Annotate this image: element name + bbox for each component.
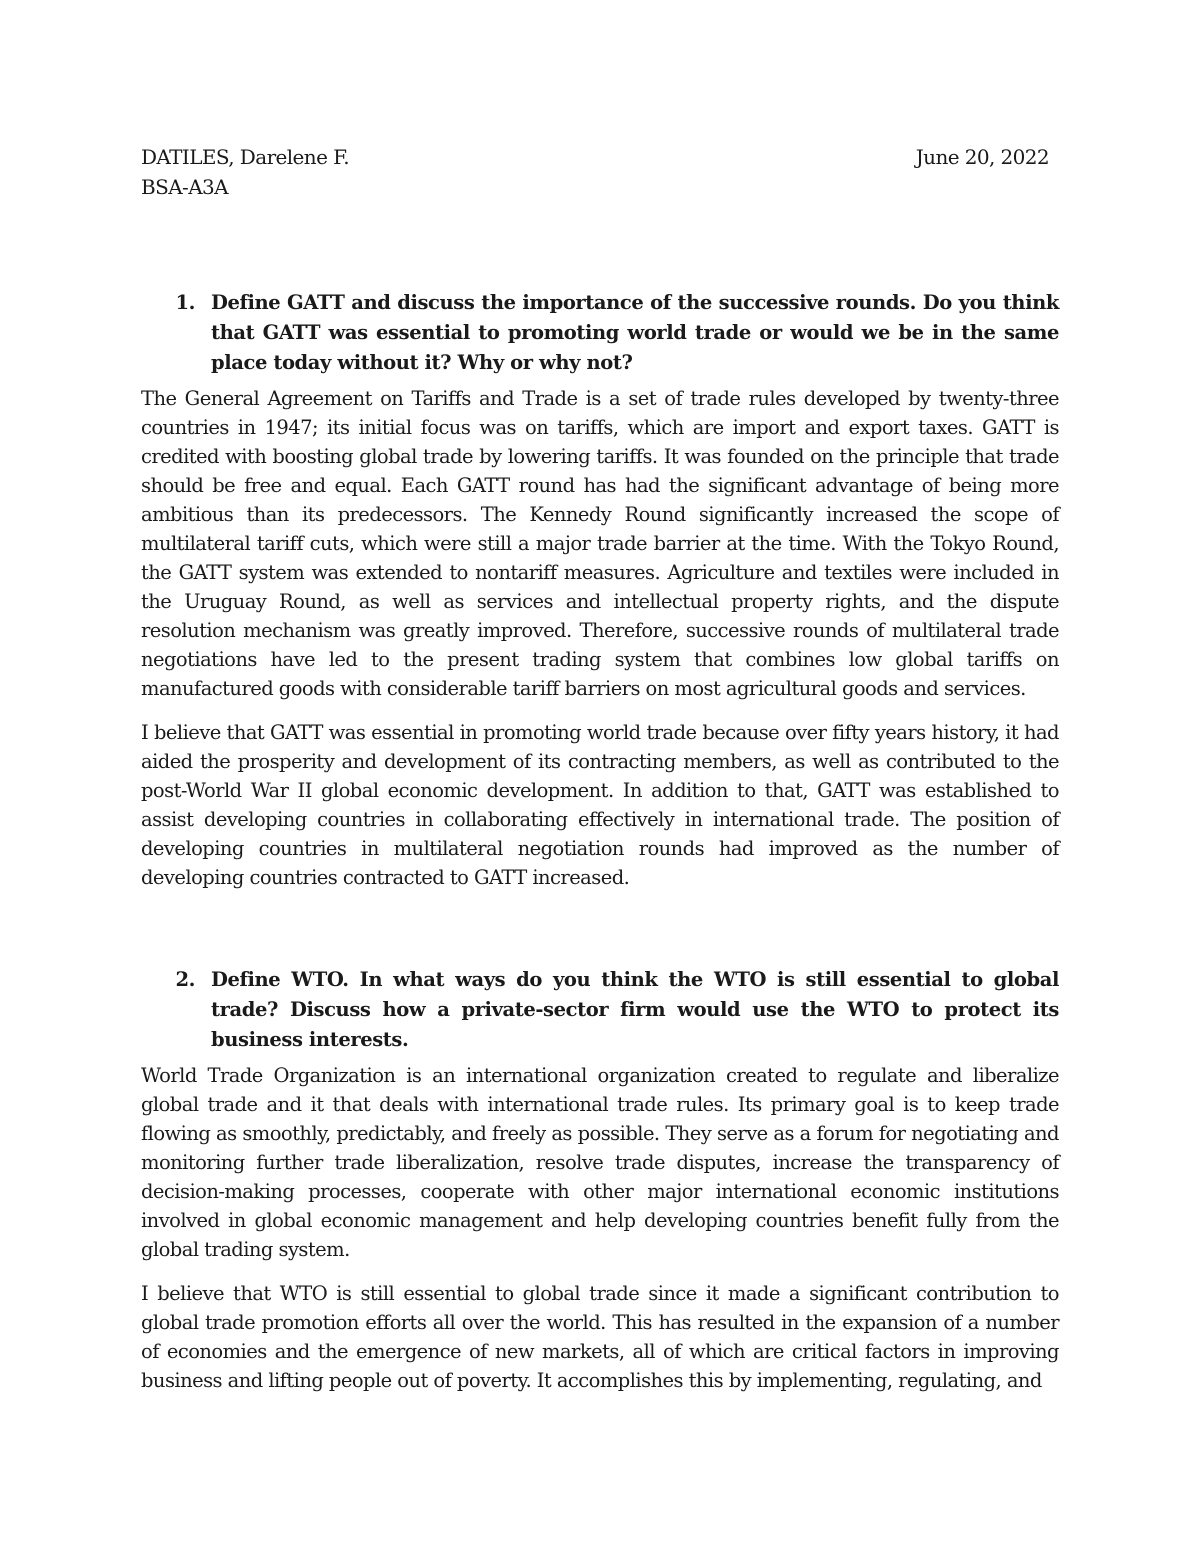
document-date: June 20, 2022 (915, 145, 1049, 169)
question-number: 1. (175, 291, 195, 314)
question-number: 2. (175, 968, 195, 991)
header-row (141, 142, 1059, 172)
section-spacer (141, 907, 1059, 965)
question-text: Define WTO. In what ways do you think the WTO is still essential to global trade? Discuss how a private-sector firm would use the WTO to protect its business interests. (211, 968, 1059, 1051)
answer-paragraph: World Trade Organization is an international organization created to regulate and liberalize global trade and it that deals with international trade rules. Its primary goal is to keep trade flowing as smoothly, predictably, and freely as possible. They serve as a forum for negotiating and monitoring further trade liberalization, resolve trade disputes, increase the transparency of decision-making processes, cooperate with other major international economic institutions involved in global economic management and help developing countries benefit fully from the global trading system. (141, 1064, 1059, 1261)
question-text: Define GATT and discuss the importance of the successive rounds. Do you think that GATT was essential to promoting world trade or would we be in the same place today without it? Why or why not? (211, 291, 1059, 374)
document-body (141, 288, 1059, 1410)
answer-paragraph: I believe that WTO is still essential to global trade since it made a significant contribution to global trade promotion efforts all over the world. This has resulted in the expansion of a number of economies and the emergence of new markets, all of which are critical factors in improving business and lifting people out of poverty. It accomplishes this by implementing, regulating, and (141, 1282, 1059, 1392)
student-name: DATILES, Darelene F. (141, 145, 349, 169)
question-2 (141, 965, 1059, 1055)
student-section: BSA-A3A (141, 175, 229, 199)
question-1 (141, 288, 1059, 378)
document-header (141, 142, 1059, 202)
answer-paragraph: The General Agreement on Tariffs and Trade is a set of trade rules developed by twenty-three countries in 1947; its initial focus was on tariffs, which are import and export taxes. GATT is credited with boosting global trade by lowering tariffs. It was founded on the principle that trade should be free and equal. Each GATT round has had the significant advantage of being more ambitious than its predecessors. The Kennedy Round significantly increased the scope of multilateral tariff cuts, which were still a major trade barrier at the time. With the Tokyo Round, the GATT system was extended to nontariff measures. Agriculture and textiles were included in the Uruguay Round, as well as services and intellectual property rights, and the dispute resolution mechanism was greatly improved. Therefore, successive rounds of multilateral trade negotiations have led to the present trading system that combines low global tariffs on manufactured goods with considerable tariff barriers on most agricultural goods and services. (141, 387, 1059, 700)
answer-paragraph: I believe that GATT was essential in promoting world trade because over fifty years history, it had aided the prosperity and development of its contracting members, as well as contributed to the post-World War II global economic development. In addition to that, GATT was established to assist developing countries in collaborating effectively in international trade. The position of developing countries in multilateral negotiation rounds had improved as the number of developing countries contracted to GATT increased. (141, 721, 1059, 889)
